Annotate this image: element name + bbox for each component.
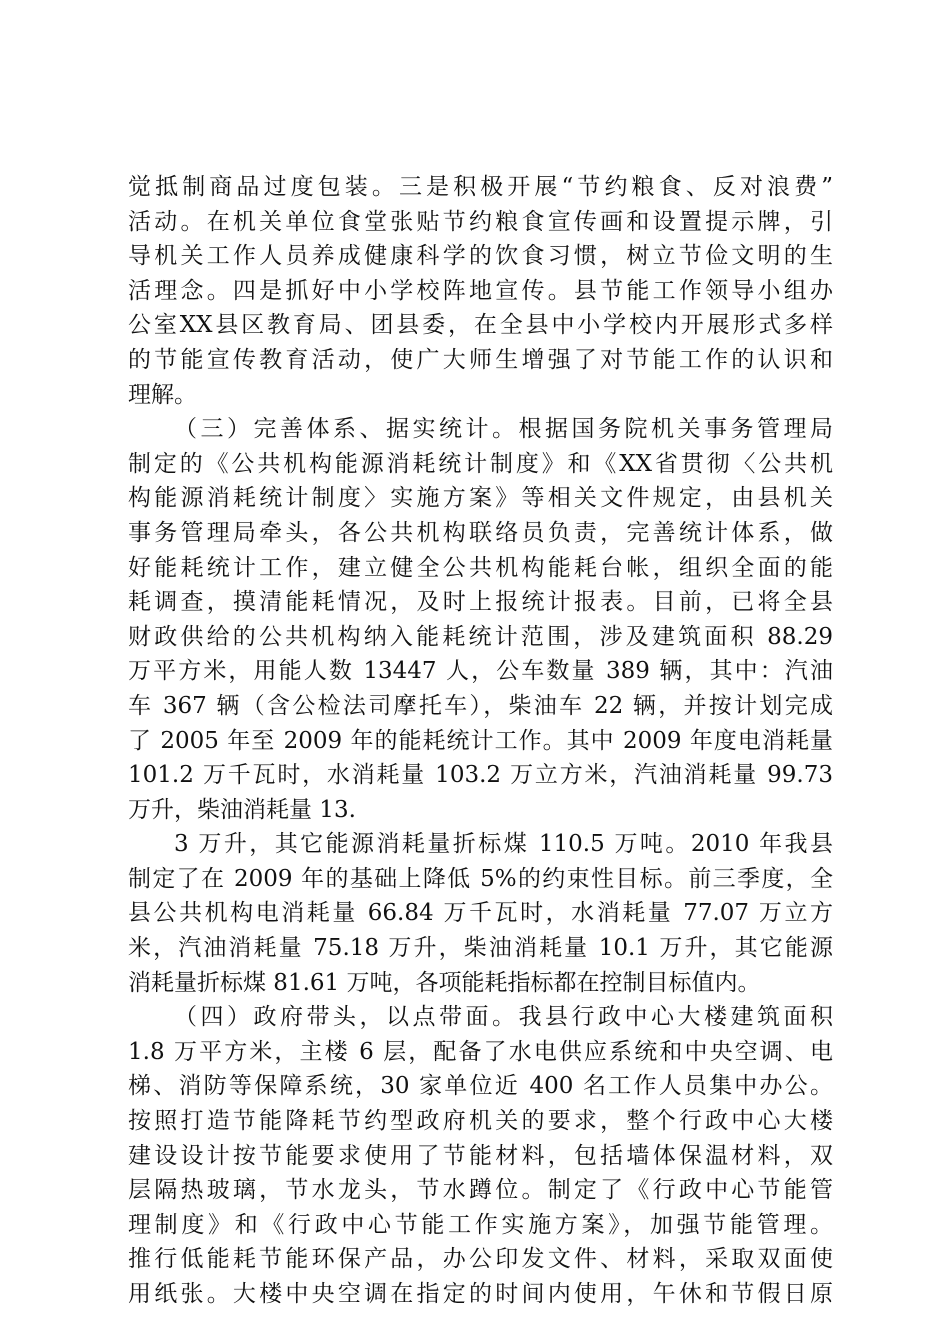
text-line: 构能源消耗统计制度〉实施方案》等相关文件规定，由县机关 xyxy=(128,485,833,512)
document-body xyxy=(128,170,833,1312)
text-line: 消耗量折标煤 81.61 万吨，各项能耗指标都在控制目标值内。 xyxy=(128,969,761,996)
text-line: 公室XX县区教育局、团县委，在全县中小学校内开展形式多样 xyxy=(128,312,833,339)
text-line: 万平方米，用能人数 13447 人，公车数量 389 辆，其中：汽油 xyxy=(128,658,833,685)
text-line: 理制度》和《行政中心节能工作实施方案》，加强节能管理。 xyxy=(128,1211,833,1238)
text-line: 万升，柴油消耗量 13. xyxy=(128,796,356,823)
text-line: 活动。在机关单位食堂张贴节约粮食宣传画和设置提示牌，引 xyxy=(128,208,833,235)
text-line: 事务管理局牵头，各公共机构联络员负责，完善统计体系，做 xyxy=(128,519,833,546)
text-line: 了 2005 年至 2009 年的能耗统计工作。其中 2009 年度电消耗量 xyxy=(128,727,833,754)
text-line: 的节能宣传教育活动，使广大师生增强了对节能工作的认识和 xyxy=(128,346,833,373)
text-line: 县公共机构电消耗量 66.84 万千瓦时，水消耗量 77.07 万立方 xyxy=(128,900,833,927)
section-heading-line: （三）完善体系、据实统计。根据国务院机关事务管理局 xyxy=(174,416,833,443)
text-line: 梯、消防等保障系统，30 家单位近 400 名工作人员集中办公。 xyxy=(128,1073,833,1100)
text-line: 觉抵制商品过度包装。三是积极开展“节约粮食、反对浪费” xyxy=(128,174,833,200)
text-line: 1.8 万平方米，主楼 6 层，配备了水电供应系统和中央空调、电 xyxy=(128,1038,833,1065)
text-line: 层隔热玻璃，节水龙头，节水蹲位。制定了《行政中心节能管 xyxy=(128,1177,833,1204)
text-line: 制定了在 2009 年的基础上降低 5%的约束性目标。前三季度，全 xyxy=(128,865,833,892)
text-line: 推行低能耗节能环保产品，办公印发文件、材料，采取双面使 xyxy=(128,1246,833,1273)
text-line: 好能耗统计工作，建立健全公共机构能耗台帐，组织全面的能 xyxy=(128,554,833,581)
section-heading-line: （四）政府带头，以点带面。我县行政中心大楼建筑面积 xyxy=(174,1004,833,1031)
text-line: 建设设计按节能要求使用了节能材料，包括墙体保温材料，双 xyxy=(128,1142,833,1169)
text-line: 导机关工作人员养成健康科学的饮食习惯，树立节俭文明的生 xyxy=(128,243,833,270)
text-line: 101.2 万千瓦时，水消耗量 103.2 万立方米，汽油消耗量 99.73 xyxy=(128,762,833,789)
text-line: 按照打造节能降耗节约型政府机关的要求，整个行政中心大楼 xyxy=(128,1108,833,1135)
text-line: 财政供给的公共机构纳入能耗统计范围，涉及建筑面积 88.29 xyxy=(128,623,833,650)
text-line: 用纸张。大楼中央空调在指定的时间内使用，午休和节假日原 xyxy=(128,1281,833,1307)
text-line: 活理念。四是抓好中小学校阵地宣传。县节能工作领导小组办 xyxy=(128,277,833,304)
text-line: 耗调查，摸清能耗情况，及时上报统计报表。目前，已将全县 xyxy=(128,589,833,616)
text-line: 理解。 xyxy=(128,381,197,408)
text-line: 米，汽油消耗量 75.18 万升，柴油消耗量 10.1 万升，其它能源 xyxy=(128,935,833,962)
paragraph-start-line: 3 万升，其它能源消耗量折标煤 110.5 万吨。2010 年我县 xyxy=(174,831,833,858)
text-line: 车 367 辆（含公检法司摩托车），柴油车 22 辆，并按计划完成 xyxy=(128,692,833,719)
text-line: 制定的《公共机构能源消耗统计制度》和《XX省贯彻〈公共机 xyxy=(128,450,833,477)
